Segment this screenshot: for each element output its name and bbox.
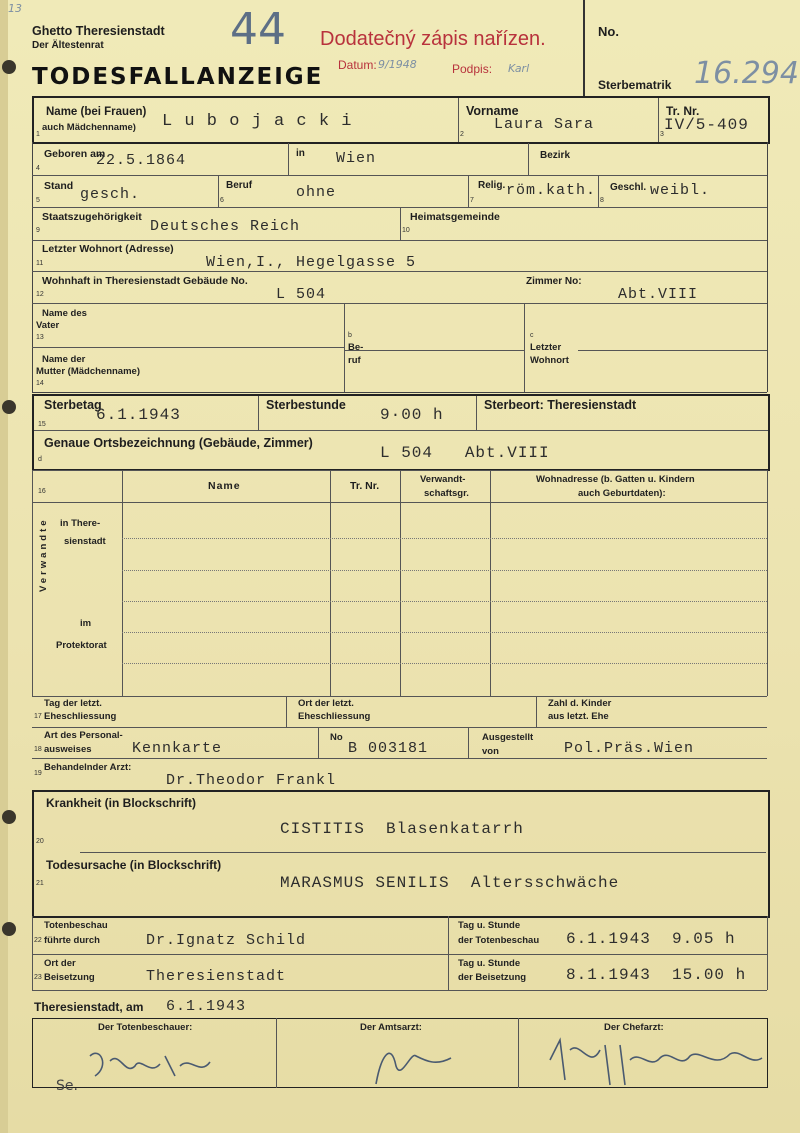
signature-totenbeschauer bbox=[80, 1036, 220, 1088]
geschl-label: Geschl. bbox=[610, 182, 647, 193]
sig3-label: Der Chefarzt: bbox=[604, 1022, 664, 1033]
field-number: 10 bbox=[402, 227, 410, 234]
name-label: Name (bei Frauen) bbox=[46, 106, 147, 118]
stamp-date-value: 9/1948 bbox=[378, 58, 417, 71]
totenbeschau-value: Dr.Ignatz Schild bbox=[146, 932, 307, 949]
field-number: 11 bbox=[36, 260, 44, 267]
field-number: 21 bbox=[36, 880, 44, 887]
field-number: 7 bbox=[470, 197, 474, 204]
handwritten-number: 44 bbox=[230, 4, 286, 55]
heimat-label: Heimatsgemeinde bbox=[410, 211, 500, 223]
field-number: 3 bbox=[660, 131, 664, 138]
ausweis-label: Art des Personal- bbox=[44, 730, 123, 741]
ausweis-no-value: B 003181 bbox=[348, 740, 429, 757]
letzter-wohnort-label-2: Wohnort bbox=[530, 355, 569, 366]
arzt-label: Behandelnder Arzt: bbox=[44, 762, 132, 773]
field-number: 22 bbox=[34, 937, 42, 944]
field-number: 1 bbox=[36, 131, 40, 138]
trnr-value: IV/5-409 bbox=[664, 116, 749, 134]
relig-label: Relig. bbox=[478, 180, 506, 191]
staats-value: Deutsches Reich bbox=[150, 218, 301, 235]
beisetzung-time-label-2: der Beisetzung bbox=[458, 972, 527, 983]
vorname-label: Vorname bbox=[466, 104, 519, 118]
eheschliessung-tag-label-2: Eheschliessung bbox=[44, 711, 117, 722]
punch-hole bbox=[2, 922, 16, 936]
stand-value: gesch. bbox=[80, 186, 141, 203]
zimmer-value: Abt.VIII bbox=[618, 286, 699, 303]
punch-hole bbox=[2, 400, 16, 414]
field-number: 5 bbox=[36, 197, 40, 204]
totenbeschau-time-label: Tag u. Stunde bbox=[458, 920, 521, 931]
field-letter: b bbox=[348, 332, 352, 339]
sterbestunde-label: Sterbestunde bbox=[266, 398, 346, 412]
beruf-label: Beruf bbox=[226, 180, 253, 191]
ausweis-no-label: No bbox=[330, 732, 343, 743]
sig2-label: Der Amtsarzt: bbox=[360, 1022, 422, 1033]
sterbematrik-value: 16.294 bbox=[694, 56, 799, 91]
punch-hole bbox=[2, 60, 16, 74]
ausgestellt-label: Ausgestellt bbox=[482, 732, 534, 743]
stamp-sign-label: Podpis: bbox=[452, 62, 493, 76]
verwandte-side-label: Verwandte bbox=[38, 517, 49, 592]
col-wohnadresse: Wohnadresse (b. Gatten u. Kindern bbox=[536, 474, 695, 485]
totenbeschau-label-2: führte durch bbox=[44, 935, 100, 946]
corner-mark: 13 bbox=[8, 2, 22, 15]
field-number: 8 bbox=[600, 197, 604, 204]
field-number: 16 bbox=[38, 488, 46, 495]
punch-hole bbox=[2, 810, 16, 824]
beisetzung-ort-label-2: Beisetzung bbox=[44, 972, 95, 983]
beisetzung-time-value: 8.1.1943 15.00 h bbox=[566, 966, 747, 984]
sterbeort-label: Sterbeort: Theresienstadt bbox=[484, 398, 637, 412]
vater-label-2: Vater bbox=[36, 320, 60, 331]
in-theresienstadt-label-2: sienstadt bbox=[64, 536, 106, 547]
field-number: 15 bbox=[38, 421, 46, 428]
stamp-text: Dodatečný zápis nařízen. bbox=[320, 28, 546, 50]
ursache-label: Todesursache (in Blockschrift) bbox=[46, 858, 222, 872]
field-number: 6 bbox=[220, 197, 224, 204]
beruf-value: ohne bbox=[296, 184, 337, 201]
signature-chefarzt bbox=[540, 1030, 770, 1090]
field-number: 19 bbox=[34, 770, 42, 777]
mutter-label-2: Mutter (Mädchenname) bbox=[36, 366, 140, 377]
paper-edge bbox=[0, 0, 8, 1133]
se-mark: Se. bbox=[56, 1078, 78, 1094]
header-divider bbox=[583, 0, 585, 96]
field-letter: d bbox=[38, 456, 42, 463]
sterbetag-label: Sterbetag bbox=[44, 398, 102, 412]
footer-date: 6.1.1943 bbox=[166, 998, 247, 1015]
col-name: Name bbox=[208, 480, 241, 492]
totenbeschau-time-value: 6.1.1943 9.05 h bbox=[566, 930, 736, 948]
bezirk-label: Bezirk bbox=[540, 150, 571, 161]
beruf-parent-label: Be- bbox=[348, 342, 364, 353]
sterbematrik-label: Sterbematrik bbox=[598, 78, 672, 92]
eheschliessung-ort-label: Ort der letzt. bbox=[298, 698, 354, 709]
field-number: 4 bbox=[36, 165, 40, 172]
stamp-sign-value: Karl bbox=[508, 62, 530, 75]
vorname-value: Laura Sara bbox=[494, 116, 595, 133]
sig1-label: Der Totenbeschauer: bbox=[98, 1022, 193, 1033]
field-number: 17 bbox=[34, 713, 42, 720]
col-trnr: Tr. Nr. bbox=[350, 480, 380, 492]
ausgestellt-label-2: von bbox=[482, 746, 499, 757]
totenbeschau-label: Totenbeschau bbox=[44, 920, 108, 931]
ausgestellt-value: Pol.Präs.Wien bbox=[564, 740, 695, 757]
field-number: 20 bbox=[36, 838, 44, 845]
no-label: No. bbox=[598, 24, 619, 39]
ausweis-label-2: ausweises bbox=[44, 744, 92, 755]
wohnort-label: Letzter Wohnort (Adresse) bbox=[42, 243, 174, 255]
org-line1: Ghetto Theresienstadt bbox=[32, 24, 165, 38]
krankheit-label: Krankheit (in Blockschrift) bbox=[46, 796, 197, 810]
field-number: 18 bbox=[34, 746, 42, 753]
ausweis-value: Kennkarte bbox=[132, 740, 223, 757]
totenbeschau-time-label-2: der Totenbeschau bbox=[458, 935, 540, 946]
wohnhaft-label: Wohnhaft in Theresienstadt Gebäude No. bbox=[42, 275, 248, 287]
beisetzung-ort-label: Ort der bbox=[44, 958, 76, 969]
protektorat-label: Protektorat bbox=[56, 640, 107, 651]
wohnhaft-value: L 504 bbox=[276, 286, 327, 303]
place-label: Theresienstadt, am bbox=[34, 1000, 144, 1014]
geboren-label: Geboren am bbox=[44, 148, 106, 160]
mutter-label: Name der bbox=[42, 354, 86, 365]
field-number: 12 bbox=[36, 291, 44, 298]
stand-label: Stand bbox=[44, 180, 74, 192]
beruf-parent-label-2: ruf bbox=[348, 355, 361, 366]
in-value: Wien bbox=[336, 150, 377, 167]
col-verwandt: Verwandt- bbox=[420, 474, 466, 485]
vater-label: Name des bbox=[42, 308, 87, 319]
col-verwandt-2: schaftsgr. bbox=[424, 488, 469, 499]
beisetzung-ort-value: Theresienstadt bbox=[146, 968, 287, 985]
relig-value: röm.kath. bbox=[506, 182, 597, 199]
field-number: 13 bbox=[36, 334, 44, 341]
staats-label: Staatszugehörigkeit bbox=[42, 211, 142, 223]
ort-value: L 504 Abt.VIII bbox=[380, 444, 550, 462]
kinder-label-2: aus letzt. Ehe bbox=[548, 711, 609, 722]
geschl-value: weibl. bbox=[650, 182, 711, 199]
field-number: 2 bbox=[460, 131, 464, 138]
ort-label: Genaue Ortsbezeichnung (Gebäude, Zimmer) bbox=[44, 436, 313, 450]
stamp-date-label: Datum: bbox=[338, 58, 377, 72]
org-line2: Der Ältestenrat bbox=[32, 40, 104, 51]
eheschliessung-tag-label: Tag der letzt. bbox=[44, 698, 102, 709]
zimmer-label: Zimmer No: bbox=[526, 276, 582, 287]
name-label-2: auch Mädchenname) bbox=[42, 122, 136, 133]
geboren-value: 22.5.1864 bbox=[96, 152, 187, 169]
eheschliessung-ort-label-2: Eheschliessung bbox=[298, 711, 371, 722]
field-number: 23 bbox=[34, 974, 42, 981]
form-title: TODESFALLANZEIGE bbox=[32, 64, 324, 90]
sterbestunde-value: 9·00 h bbox=[380, 406, 444, 424]
krankheit-value: CISTITIS Blasenkatarrh bbox=[280, 820, 524, 838]
beisetzung-time-label: Tag u. Stunde bbox=[458, 958, 521, 969]
wohnort-value: Wien,I., Hegelgasse 5 bbox=[206, 254, 417, 271]
arzt-value: Dr.Theodor Frankl bbox=[166, 772, 337, 789]
field-number: 9 bbox=[36, 227, 40, 234]
in-theresienstadt-label: in There- bbox=[60, 518, 101, 529]
field-number: 14 bbox=[36, 380, 44, 387]
signature-amtsarzt bbox=[356, 1036, 466, 1088]
field-letter: c bbox=[530, 332, 534, 339]
name-value: L u b o j a c k i bbox=[162, 112, 353, 131]
in-label: in bbox=[296, 148, 305, 159]
sterbetag-value: 6.1.1943 bbox=[96, 406, 181, 424]
ursache-value: MARASMUS SENILIS Altersschwäche bbox=[280, 874, 620, 892]
col-wohnadresse-2: auch Geburtdaten): bbox=[578, 488, 666, 499]
im-label: im bbox=[80, 618, 92, 629]
trnr-label: Tr. Nr. bbox=[666, 104, 700, 118]
letzter-wohnort-label: Letzter bbox=[530, 342, 562, 353]
kinder-label: Zahl d. Kinder bbox=[548, 698, 612, 709]
